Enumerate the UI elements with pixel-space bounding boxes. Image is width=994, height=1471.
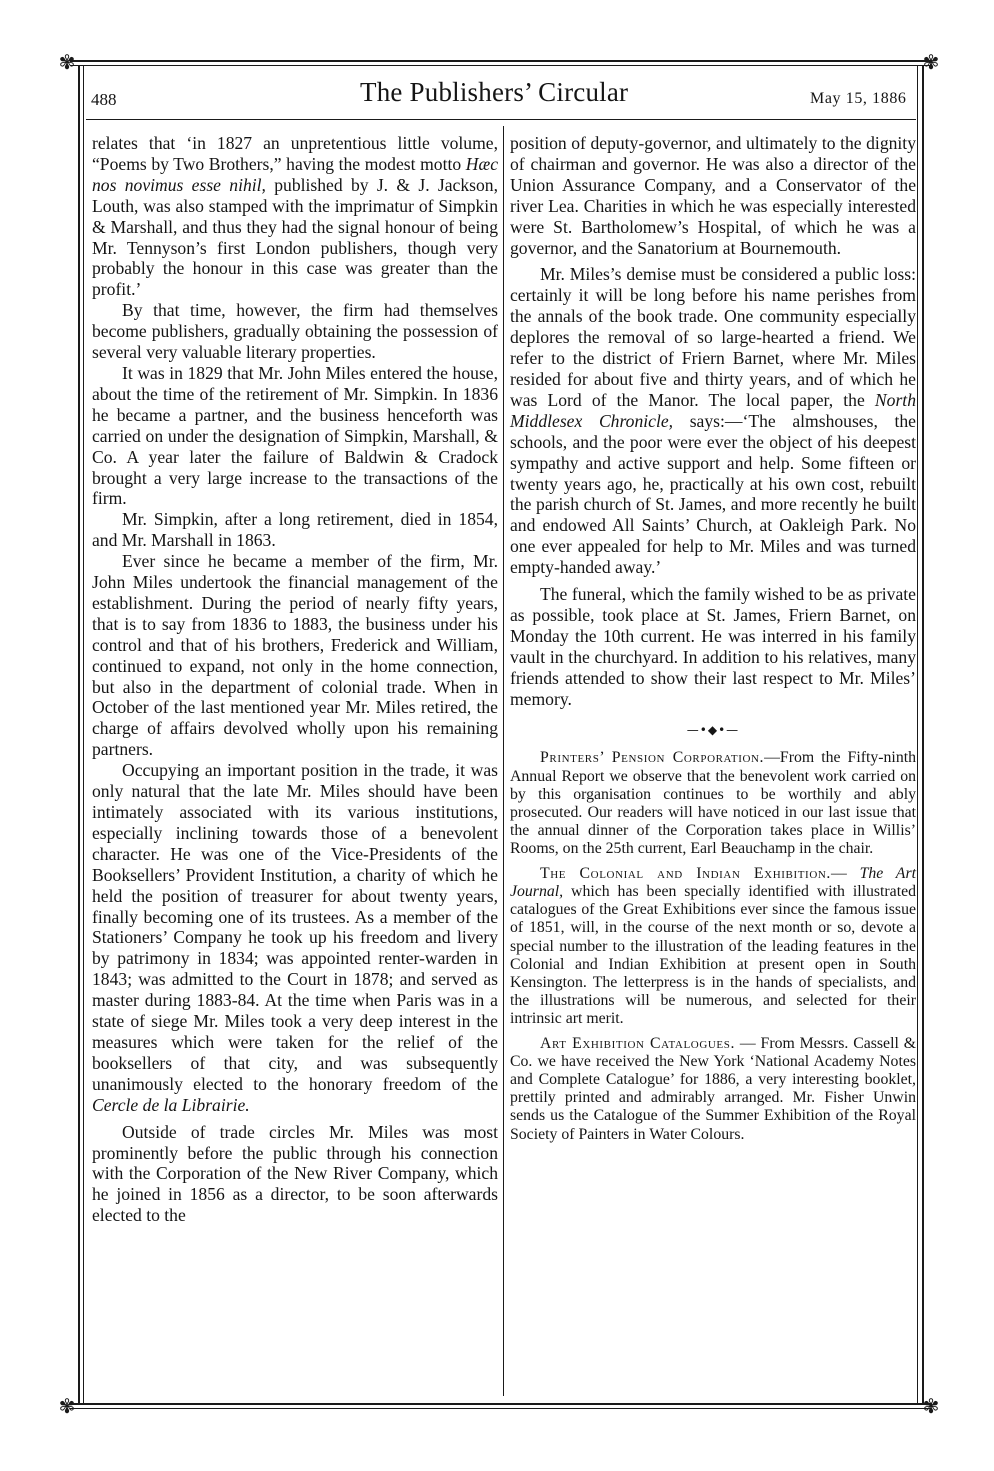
page-title: The Publishers’ Circular — [360, 77, 629, 107]
bottom-border-rule — [70, 1403, 932, 1405]
header-rule — [86, 119, 916, 120]
top-border-rule-inner — [70, 65, 932, 66]
paragraph: relates that ‘in 1827 an unpretentious little volume, “Poems by Two Brothers,” having the modest motto Hæc nos novimus esse nihil, published by J. & J. Jackson, Louth, was also stamped with the imprimatur of Simpkin & Marshall, and thus they had the signal honour of being Mr. Tennyson’s first London publishers, though very probably the honour in this case was greater than the profit.’ — [92, 133, 498, 300]
paragraph: position of deputy-governor, and ultimately to the dignity of chairman and governor. He was also a director of the Union Assurance Company, and a Conservator of the river Lea. Charities in which he was especially interested were St. Bartholomew’s Hospital, of which he was a governor, and the Sanatorium at Bournemouth. — [510, 133, 916, 258]
news-note: Printers’ Pension Corporation.—From the Fifty-ninth Annual Report we observe that the benevolent work carried on by this organisation continues to be worthily and ably prosecuted. Our readers will have noticed in our last issue that the annual dinner of the Corporation takes place in Willis’ Rooms, on the 25th current, Earl Beauchamp in the chair. — [510, 749, 917, 858]
paragraph: The funeral, which the family wished to be as private as possible, took place at St. James, Friern Barnet, on Monday the 10th current. He was interred in his family vault in the churchyard. In addition to his relatives, many friends attended to show their last respect to Mr. Miles’ memory. — [510, 584, 916, 709]
page-number: 488 — [91, 90, 117, 109]
paragraph: Mr. Simpkin, after a long retirement, died in 1854, and Mr. Marshall in 1863. — [92, 509, 498, 551]
column-divider-rule — [503, 126, 504, 1396]
corner-ornament-icon: ✾ — [58, 50, 76, 74]
news-note: The Colonial and Indian Exhibition.— The Art Journal, which has been specially identified with illustrated catalogues of the Great Exhibitions ever since the famous issue of 1851, will, in the course of the next month or so, devote a special number to the illustration of the leading features in the Colonial and Indian Exhibition at present open in South Kensington. The letterpress is in the hands of specialists, and the illustrations will be numerous, and selected for their intrinsic art merit. — [510, 864, 916, 1028]
news-note: Art Exhibition Catalogues. — From Messrs. Cassell & Co. we have received the New York ‘National Academy Notes and Complete Catalogue’ for 1886, a very interesting booklet, prettily printed and admirably arranged. Mr. Fisher Unwin sends us the Catalogue of the Summer Exhibition of the Royal Society of Painters in Water Colours. — [510, 1034, 916, 1143]
paragraph: Ever since he became a member of the firm, Mr. John Miles undertook the financial management of the establishment. During the period of nearly fifty years, that is to say from 1836 to 1883, the business under his control and that of his brothers, Frederick and William, continued to expand, not only in the home connection, but also in the department of colonial trade. When in October of the last mentioned year Mr. Miles retired, the charge of affairs devolved wholly upon his remaining partners. — [92, 551, 498, 760]
section-divider: —•◆•— — [686, 723, 740, 738]
note-heading: Printers’ Pension Corporation. — [540, 749, 765, 767]
bottom-border-rule-inner — [70, 1408, 932, 1409]
corner-ornament-icon: ✾ — [58, 1394, 76, 1418]
left-border-rule-inner — [83, 66, 84, 1403]
news-notes — [510, 749, 916, 1143]
paragraph: Mr. Miles’s demise must be considered a public loss: certainly it will be long before his name perishes from the annals of the book trade. One community especially deplores the removal of so large-hearted a friend. We refer to the district of Friern Barnet, where Mr. Miles resided for about five and thirty years, and of which he was Lord of the Manor. The local paper, the North Middlesex Chronicle, says:—‘The almshouses, the schools, and the poor were ever the object of his deepest sympathy and active support and help. Some fifteen or twenty years ago, he, practically at his own cost, rebuilt the parish church of St. James, and more recently he built and endowed All Saints’ Church, at Oakleigh Park. No one ever appealed for help to Mr. Miles and was turned empty-handed away.’ — [510, 264, 916, 578]
right-column — [510, 133, 916, 1144]
paragraph: It was in 1829 that Mr. John Miles entered the house, about the time of the retirement of Mr. Simpkin. In 1836 he became a partner, and the business henceforth was carried on under the designation of Simpkin, Marshall, & Co. A year later the failure of Baldwin & Cradock brought a very large increase to the transactions of the firm. — [92, 362, 498, 509]
note-heading: Art Exhibition Catalogues. — [540, 1034, 735, 1052]
note-heading: The Colonial and Indian Exhibition. — [540, 864, 831, 882]
left-border-rule — [78, 66, 80, 1403]
issue-date: May 15, 1886 — [810, 90, 907, 107]
top-border-rule — [70, 60, 932, 62]
left-column — [92, 133, 498, 1226]
corner-ornament-icon: ✾ — [922, 50, 940, 74]
paragraph: By that time, however, the firm had themselves become publishers, gradually obtaining the possession of several very valuable literary properties. — [92, 300, 498, 363]
corner-ornament-icon: ✾ — [922, 1394, 940, 1418]
right-border-rule-inner — [917, 66, 918, 1403]
right-border-rule — [922, 66, 924, 1403]
paragraph: Outside of trade circles Mr. Miles was most prominently before the public through his connection with the Corporation of the New River Company, which he joined in 1856 as a director, to be soon afterwards elected to the — [92, 1121, 498, 1226]
latin-motto: Hæc nos novimus esse nihil, — [92, 153, 498, 195]
paragraph: Occupying an important position in the trade, it was only natural that the late Mr. Miles should have been intimately associated with its various institutions, especially inclining towards those of a benevolent character. He was one of the Vice-Presidents of the Booksellers’ Provident Institution, a charity of which he held the position of treasurer for about twenty years, finally becoming one of its trustees. As a member of the Stationers’ Company he took up his freedom and livery by patrimony in 1834; was appointed renter-warden in 1843; was admitted to the Court in 1878; and served as master during 1883-84. At the time when Paris was in a state of siege Mr. Miles took a very deep interest in the measures which were taken for the relief of the booksellers of that city, and was subsequently unanimously elected to the honorary freedom of the Cercle de la Librairie. — [92, 760, 498, 1115]
